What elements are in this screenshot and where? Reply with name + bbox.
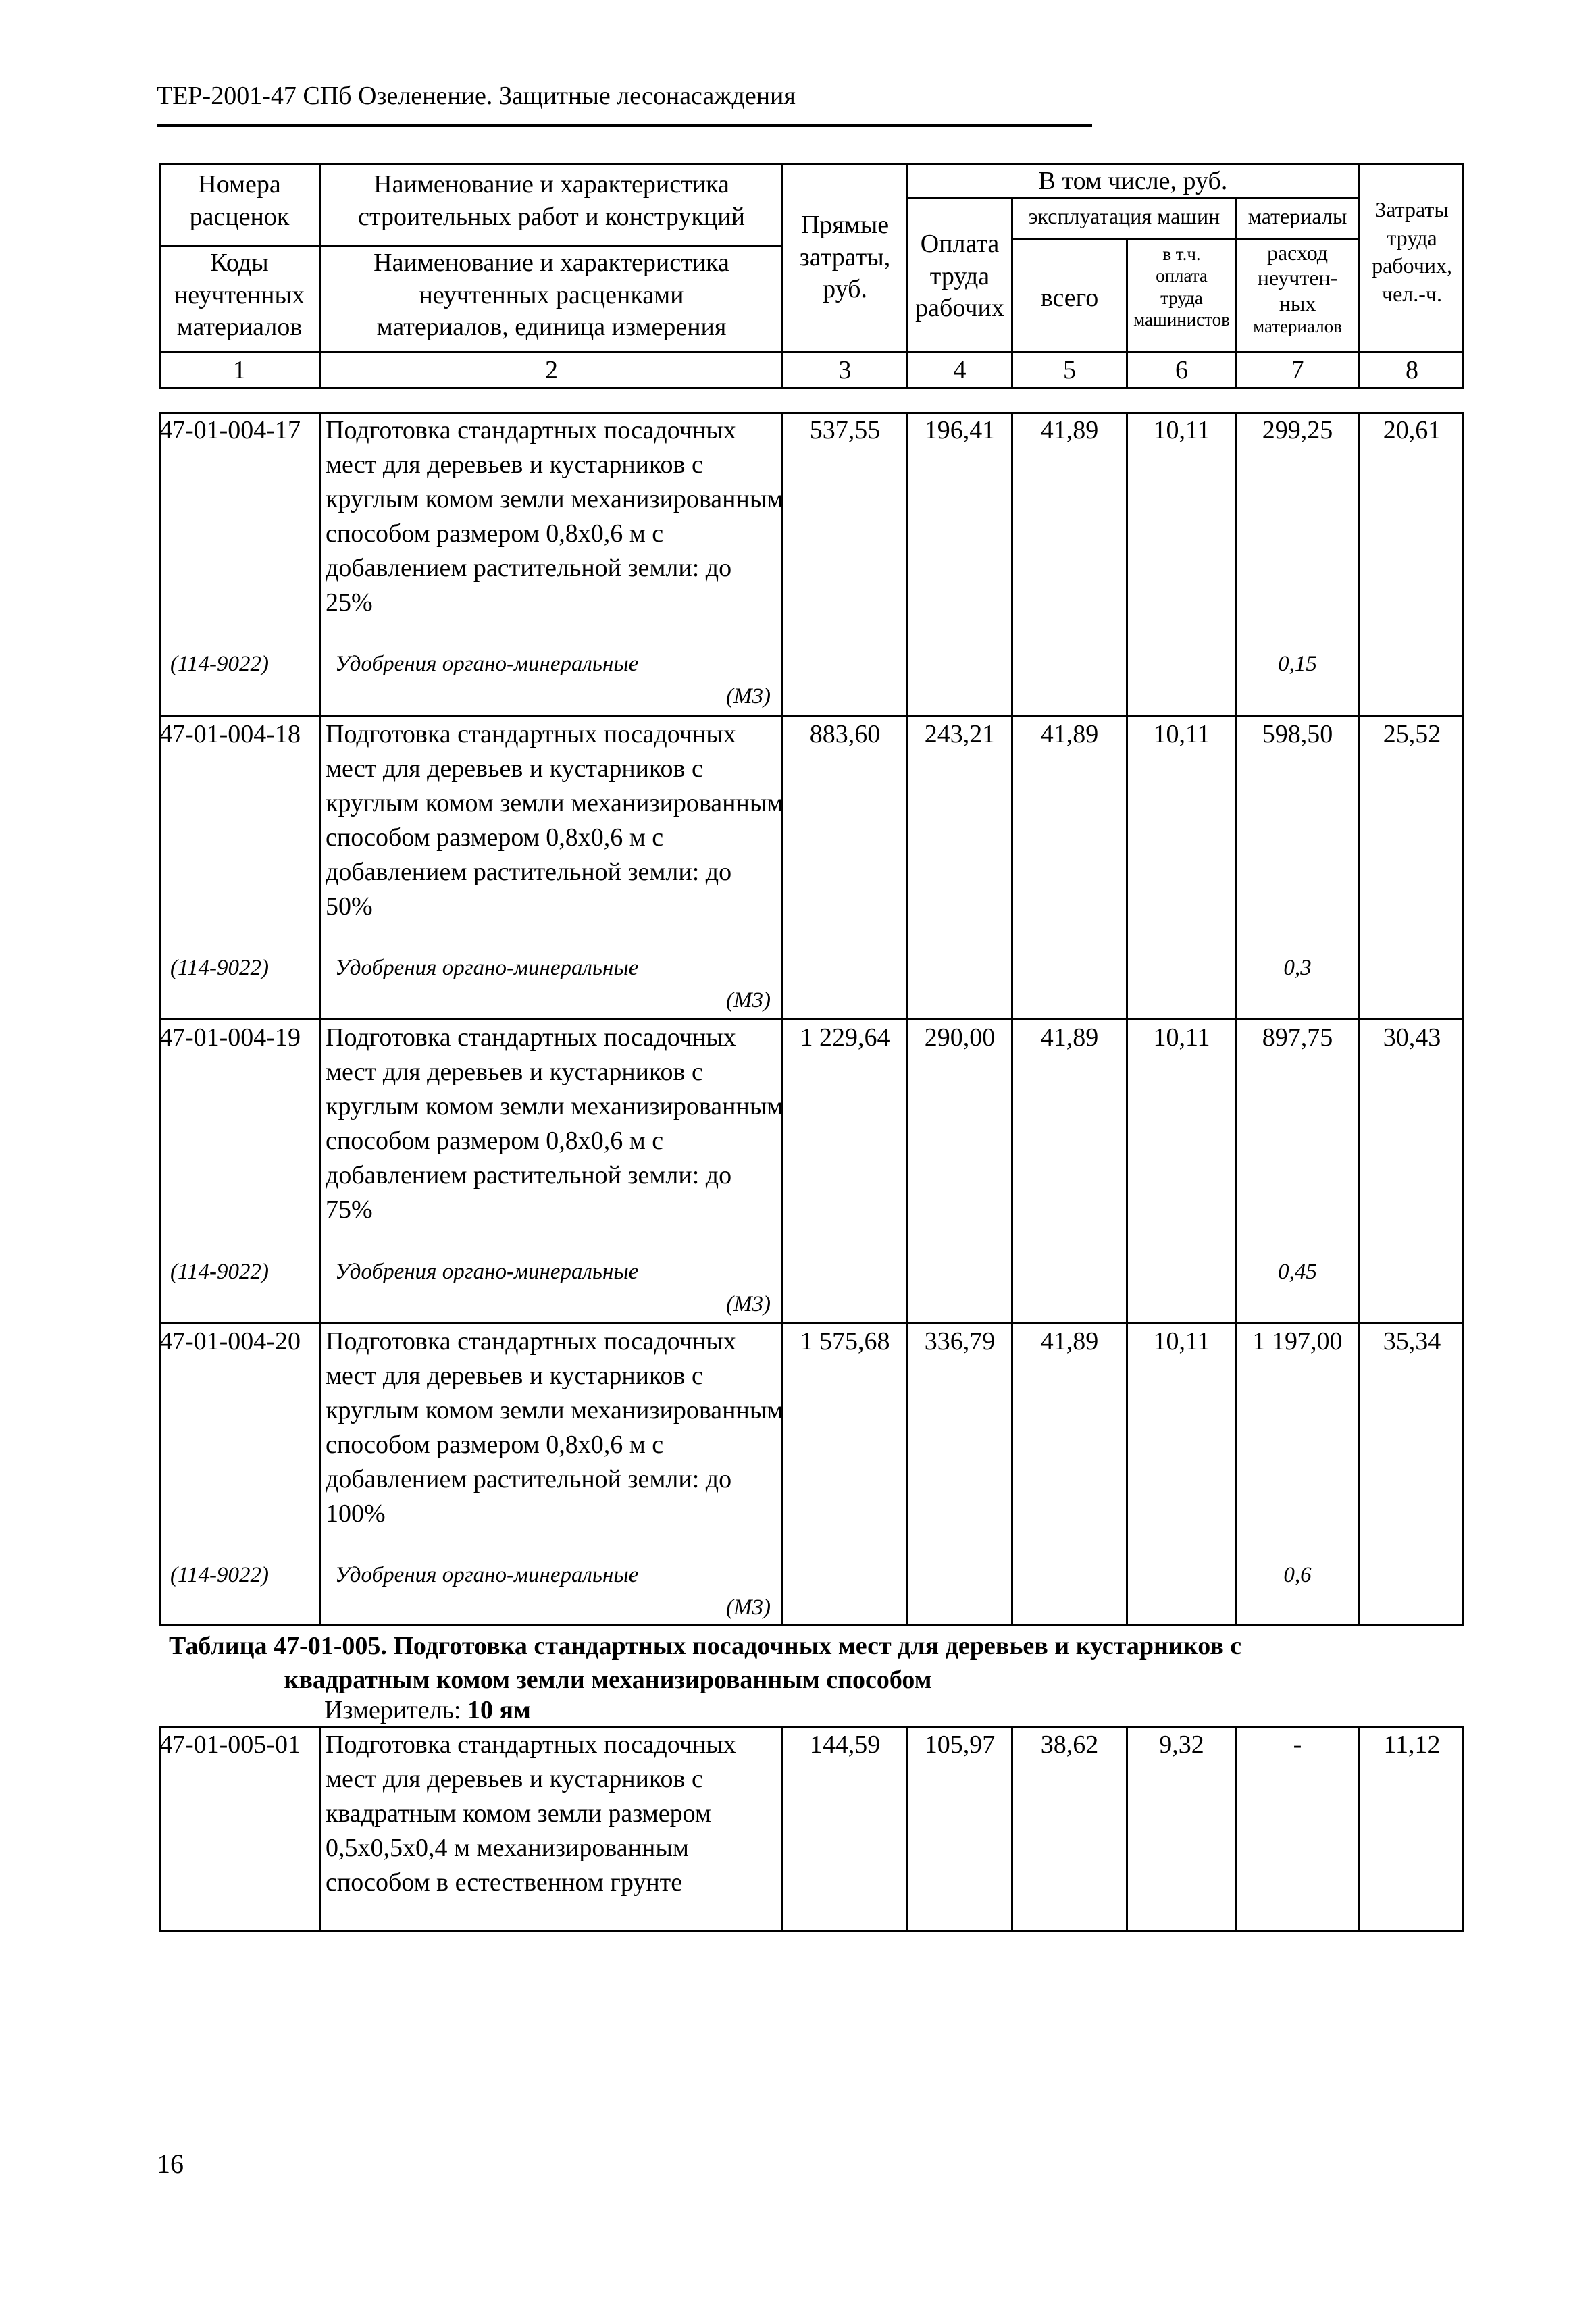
machines-cost: 38,62 — [1040, 1730, 1099, 1759]
material-code: (114-9022) — [170, 652, 269, 676]
row-divider — [159, 1322, 1464, 1324]
col2-bottom-label: Наименование и характеристика неучтенных расценками материалов, единица измерения — [374, 249, 729, 341]
page-number: 16 — [157, 2149, 184, 2179]
materials-cost: 1 197,00 — [1252, 1327, 1343, 1356]
direct-cost: 883,60 — [809, 720, 881, 748]
meter — [324, 1695, 531, 1725]
t2-bottom-line — [159, 1930, 1464, 1932]
material-code: (114-9022) — [170, 1563, 269, 1587]
machines-cost: 41,89 — [1040, 1023, 1099, 1052]
material-name: Удобрения органо-минеральные — [335, 652, 639, 676]
machines-cost: 41,89 — [1040, 720, 1099, 748]
machinists-labor-cost: 10,11 — [1153, 416, 1210, 444]
direct-cost: 144,59 — [809, 1730, 881, 1759]
row-description: Подготовка стандартных посадочных мест для деревьев и кустарников с круглым комом земли механизированным способом размером 0,8х0,6 м с добавлением растительной земли: до 50% — [326, 720, 783, 921]
labor-hours: 30,43 — [1383, 1023, 1441, 1052]
machinists-labor-cost: 10,11 — [1153, 1327, 1210, 1356]
machinists-labor-cost: 9,32 — [1159, 1730, 1204, 1759]
machines-label: эксплуатация машин — [1028, 204, 1220, 228]
header-rule — [157, 124, 1092, 127]
labor-hours: 20,61 — [1383, 416, 1441, 444]
col3-label: Прямые затраты, руб. — [799, 211, 891, 303]
material-quantity: 0,3 — [1283, 956, 1312, 980]
labor-cost: 105,97 — [924, 1730, 996, 1759]
row-divider — [159, 715, 1464, 717]
col-number: 5 — [1063, 356, 1076, 384]
col5-label: всего — [1040, 284, 1099, 312]
col-number: 8 — [1406, 356, 1418, 384]
row-description: Подготовка стандартных посадочных мест для деревьев и кустарников с квадратным комом земли размером 0,5х0,5х0,4 м механизированным способом в естественном грунте — [326, 1730, 736, 1897]
caption-line-1: Таблица 47-01-005. Подготовка стандартных посадочных мест для деревьев и кустарников с — [169, 1632, 1242, 1660]
machines-cost: 41,89 — [1040, 416, 1099, 444]
row-code: 47-01-004-20 — [159, 1327, 301, 1356]
hdr-hline — [159, 245, 319, 247]
material-name: Удобрения органо-минеральные — [335, 1260, 639, 1284]
row-code: 47-01-004-18 — [159, 720, 301, 748]
hdr-hline — [319, 245, 781, 247]
col-number: 3 — [838, 356, 852, 384]
hdr-hline — [1011, 238, 1358, 240]
row-code: 47-01-004-17 — [159, 416, 301, 444]
labor-cost: 196,41 — [924, 416, 996, 444]
labor-cost: 290,00 — [924, 1023, 996, 1052]
row-description: Подготовка стандартных посадочных мест для деревьев и кустарников с круглым комом земли механизированным способом размером 0,8х0,6 м с добавлением растительной земли: до 75% — [326, 1023, 783, 1224]
group-label: В том числе, руб. — [1038, 167, 1228, 195]
labor-hours: 25,52 — [1383, 720, 1441, 748]
direct-cost: 537,55 — [809, 416, 881, 444]
t2-vline — [319, 1726, 321, 1932]
row-code: 47-01-004-19 — [159, 1023, 301, 1052]
material-code: (114-9022) — [170, 1260, 269, 1284]
col7-label: расход неучтен- ных материалов — [1253, 240, 1342, 337]
material-unit: (М3) — [726, 1595, 771, 1620]
table-caption — [169, 1629, 1398, 1697]
col1-bottom-label: Коды неучтенных материалов — [174, 249, 305, 341]
machines-cost: 41,89 — [1040, 1327, 1099, 1356]
hdr-hline — [159, 351, 1464, 353]
materials-cost: - — [1293, 1730, 1302, 1759]
col4-label: Оплата труда рабочих — [915, 230, 1004, 322]
col-number: 2 — [545, 356, 558, 384]
col-number: 4 — [953, 356, 967, 384]
row-description: Подготовка стандартных посадочных мест для деревьев и кустарников с круглым комом земли механизированным способом размером 0,8х0,6 м с добавлением растительной земли: до 100% — [326, 1327, 783, 1528]
material-unit: (М3) — [726, 1292, 771, 1316]
meter-value: 10 ям — [467, 1696, 531, 1724]
meter-label: Измеритель: — [324, 1696, 467, 1724]
labor-hours: 35,34 — [1383, 1327, 1441, 1356]
material-unit: (М3) — [726, 684, 771, 709]
materials-label: материалы — [1247, 204, 1347, 228]
labor-cost: 336,79 — [924, 1327, 996, 1356]
machinists-labor-cost: 10,11 — [1153, 1023, 1210, 1052]
materials-cost: 299,25 — [1262, 416, 1333, 444]
row-description: Подготовка стандартных посадочных мест для деревьев и кустарников с круглым комом земли механизированным способом размером 0,8х0,6 м с добавлением растительной земли: до 25% — [326, 416, 783, 617]
row-code: 47-01-005-01 — [159, 1730, 301, 1759]
caption-line-2: квадратным комом земли механизированным способом — [284, 1666, 932, 1694]
row-divider — [159, 1018, 1464, 1020]
machinists-labor-cost: 10,11 — [1153, 720, 1210, 748]
material-quantity: 0,15 — [1278, 652, 1317, 676]
material-unit: (М3) — [726, 988, 771, 1012]
materials-cost: 598,50 — [1262, 720, 1333, 748]
material-name: Удобрения органо-минеральные — [335, 956, 639, 980]
document-header: ТЕР-2001-47 СПб Озеленение. Защитные лесонасаждения — [157, 82, 796, 110]
col8-label: Затраты труда рабочих, чел.-ч. — [1372, 197, 1452, 306]
col6-label: в т.ч. оплата труда машинистов — [1133, 244, 1230, 330]
material-quantity: 0,45 — [1278, 1260, 1317, 1284]
col1-top-label: Номера расценок — [189, 170, 290, 231]
direct-cost: 1 229,64 — [800, 1023, 890, 1052]
material-quantity: 0,6 — [1283, 1563, 1312, 1587]
col2-top-label: Наименование и характеристика строительных работ и конструкций — [358, 170, 745, 231]
labor-cost: 243,21 — [924, 720, 996, 748]
labor-hours: 11,12 — [1383, 1730, 1441, 1759]
col-number: 7 — [1291, 356, 1304, 384]
col-number: 6 — [1175, 356, 1188, 384]
material-code: (114-9022) — [170, 956, 269, 980]
direct-cost: 1 575,68 — [800, 1327, 890, 1356]
body-bottom-line — [159, 1624, 1464, 1626]
col-number: 1 — [233, 356, 246, 384]
materials-cost: 897,75 — [1262, 1023, 1333, 1052]
material-name: Удобрения органо-минеральные — [335, 1563, 639, 1587]
